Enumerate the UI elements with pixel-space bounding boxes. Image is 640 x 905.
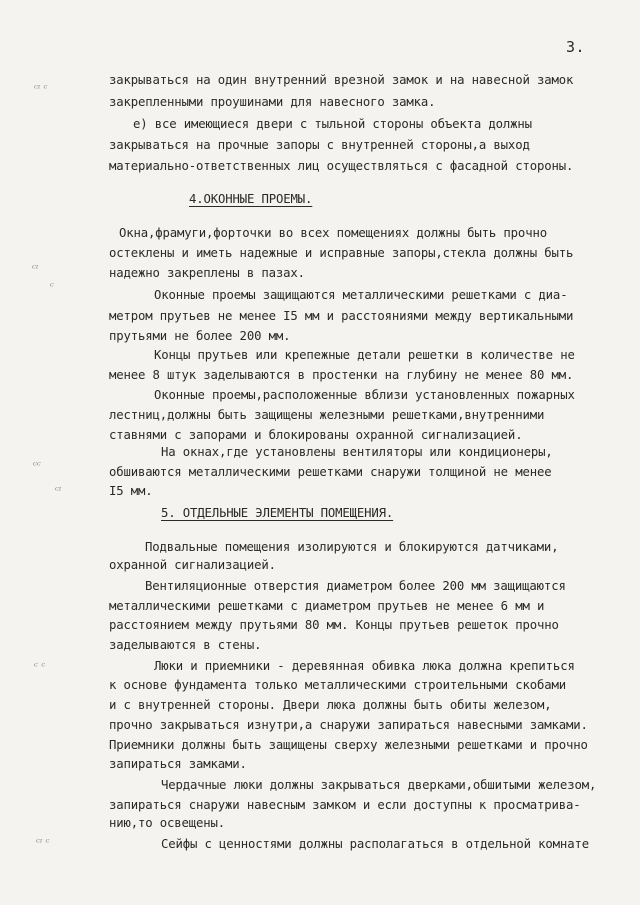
text-line: металлическими решетками с диаметром прутьев не менее 6 мм и (109, 599, 545, 613)
margin-mark: ᶜᶦ (55, 484, 62, 497)
margin-mark: ᶜ ᶜ (34, 660, 46, 673)
text-line: охранной сигнализацией. (109, 558, 276, 572)
text-line: Сейфы с ценностями должны располагаться в отдельной комнате (161, 837, 589, 851)
text-line: лестниц,должны быть защищены железными решетками,внутренними (109, 408, 545, 422)
text-line: заделываются в стены. (109, 638, 262, 652)
text-line: нию,то освещены. (109, 816, 226, 830)
text-line: Оконные проемы,расположенные вблизи установленных пожарных (154, 388, 575, 402)
text-line: прутьями не более 200 мм. (109, 329, 291, 343)
margin-mark: ᶜᶦ (32, 262, 39, 275)
text-line: остеклены и иметь надежные и исправные запоры,стекла должны быть (109, 246, 574, 260)
text-line: закрываться на один внутренний врезной замок и на навесной замок (109, 73, 574, 87)
text-line: Оконные проемы защищаются металлическими решетками с диа- (154, 288, 568, 302)
text-line: Вентиляционные отверстия диаметром более 200 мм защищаются (145, 579, 566, 593)
text-line: запираться замками. (109, 757, 247, 771)
text-line: е) все имеющиеся двери с тыльной стороны объекта должны (133, 117, 532, 131)
text-line: Люки и приемники - деревянная обивка люка должна крепиться (154, 659, 575, 673)
text-line: Окна,фрамуги,форточки во всех помещениях должны быть прочно (119, 226, 547, 240)
text-line: метром прутьев не менее I5 мм и расстояниями между вертикальными (109, 309, 574, 323)
text-line: закрепленными проушинами для навесного замка. (109, 95, 436, 109)
section-heading-windows: 4.ОКОННЫЕ ПРОЕМЫ. (189, 192, 313, 206)
text-line: обшиваются металлическими решетками снаружи толщиной не менее (109, 465, 552, 479)
text-line: Концы прутьев или крепежные детали решетки в количестве не (154, 348, 575, 362)
text-line: Приемники должны быть защищены сверху железными решетками и прочно (109, 738, 588, 752)
section-heading-elements: 5. ОТДЕЛЬНЫЕ ЭЛЕМЕНТЫ ПОМЕЩЕНИЯ. (161, 506, 394, 520)
text-line: ставнями с запорами и блокированы охранной сигнализацией. (109, 428, 523, 442)
text-line: I5 мм. (109, 484, 153, 498)
page-number: 3. (566, 38, 586, 56)
margin-mark: ᶜᶦ ᶜ (36, 836, 50, 849)
text-line: расстоянием между прутьями 80 мм. Концы прутьев решеток прочно (109, 618, 559, 632)
text-line: На окнах,где установлены вентиляторы или кондиционеры, (161, 445, 553, 459)
text-line: Подвальные помещения изолируются и блокируются датчиками, (145, 540, 559, 554)
text-line: надежно закреплены в пазах. (109, 266, 305, 280)
text-line: к основе фундамента только металлическими строительными скобами (109, 678, 566, 692)
margin-mark: ᶜᶜ (33, 459, 41, 472)
text-line: прочно закрываться изнутри,а снаружи запираться навесными замками. (109, 718, 588, 732)
text-line: менее 8 штук заделываются в простенки на глубину не менее 80 мм. (109, 368, 574, 382)
text-line: запираться снаружи навесным замком и если доступны к просматрива- (109, 798, 581, 812)
text-line: Чердачные люки должны закрываться дверками,обшитыми железом, (161, 778, 597, 792)
text-line: и с внутренней стороны. Двери люка должны быть обиты железом, (109, 698, 552, 712)
text-line: материально-ответственных лиц осуществляться с фасадной стороны. (109, 159, 574, 173)
margin-mark: ᶜ (50, 280, 54, 293)
margin-mark: ᶜᶦ ᶜ (34, 82, 48, 95)
text-line: закрываться на прочные запоры с внутренней стороны,а выход (109, 138, 530, 152)
